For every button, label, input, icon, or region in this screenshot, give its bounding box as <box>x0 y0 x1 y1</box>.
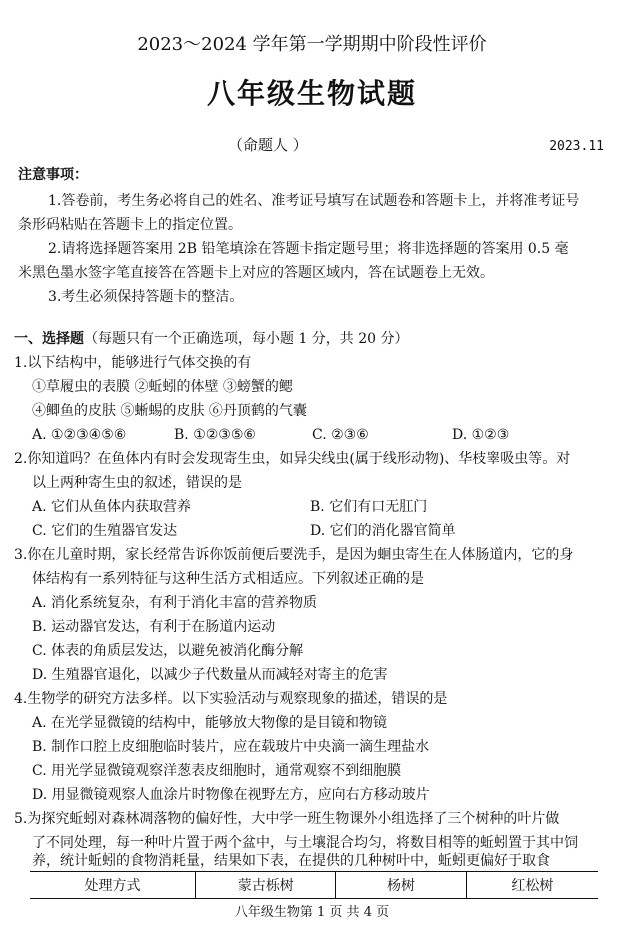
q5-table <box>30 871 598 899</box>
notice-item-1-line-2: 条形码粘贴在答题卡上的指定位置。 <box>18 217 242 233</box>
page-footer: 八年级生物第 1 页 共 4 页 <box>234 905 390 920</box>
section-heading-bold: 一、选择题 <box>14 331 84 347</box>
table-header-poplar: 杨树 <box>336 872 466 899</box>
table-header-mongolian-oak: 蒙古栎树 <box>196 872 336 899</box>
q4-option-a: A. 在光学显微镜的结构中，能够放大物像的是目镜和物镜 <box>32 715 388 731</box>
q2-option-c: C. 它们的生殖器官发达 <box>32 523 178 539</box>
notice-item-2-line-1: 2.请将选择题答案用 2B 铅笔填涂在答题卡指定题号里；将非选择题的答案用 0.5 毫 <box>48 241 569 257</box>
q1-items-line-2: ④鲫鱼的皮肤 ⑤蜥蜴的皮肤 ⑥丹顶鹤的气囊 <box>32 403 307 419</box>
section-heading-rest: （每题只有一个正确选项，每小题 1 分，共 20 分） <box>84 331 409 347</box>
q4-stem: 4.生物学的研究方法多样。以下实验活动与观察现象的描述，错误的是 <box>14 691 448 707</box>
notice-item-2-line-2: 米黑色墨水签字笔直接答在答题卡上对应的答题区域内，答在试题卷上无效。 <box>18 265 494 281</box>
q3-option-a: A. 消化系统复杂，有利于消化丰富的营养物质 <box>32 595 318 611</box>
notice-item-3: 3.考生必须保持答题卡的整洁。 <box>48 289 244 305</box>
q3-stem-line-1: 3.你在儿童时期，家长经常告诉你饭前便后要洗手，是因为蛔虫寄生在人体肠道内，它的身 <box>14 547 574 563</box>
q2-option-b: B. 它们有口无肛门 <box>310 499 428 515</box>
q5-stem-line-3: 养，统计蚯蚓的食物消耗量，结果如下表，在提供的几种树叶中，蚯蚓更偏好于取食 <box>32 853 550 869</box>
q5-stem-line-1: 5.为探究蚯蚓对森林凋落物的偏好性，大中学一班生物课外小组选择了三个树种的叶片做 <box>14 811 560 827</box>
q1-option-c: C. ②③⑥ <box>312 427 369 443</box>
q3-option-d: D. 生殖器官退化，以减少子代数量从而减轻对寄主的危害 <box>32 667 388 683</box>
q2-stem-line-2: 以上两种寄生虫的叙述，错误的是 <box>32 475 242 491</box>
section-heading <box>14 330 409 348</box>
notice-item-1-line-1: 1.答卷前，考生务必将自己的姓名、准考证号填写在试题卷和答题卡上，并将准考证号 <box>48 193 580 209</box>
exam-title: 2023～2024 学年第一学期期中阶段性评价 <box>137 34 487 55</box>
notice-heading: 注意事项： <box>18 167 88 183</box>
q3-option-b: B. 运动器官发达，有利于在肠道内运动 <box>32 619 276 635</box>
exam-date: 2023.11 <box>549 139 604 154</box>
q4-option-d: D. 用显微镜观察人血涂片时物像在视野左方，应向右方移动玻片 <box>32 787 430 803</box>
author-label: （命题人 ） <box>228 136 308 154</box>
q1-stem: 1.以下结构中，能够进行气体交换的有 <box>14 355 252 371</box>
q1-items-line-1: ①草履虫的表膜 ②蚯蚓的体壁 ③螃蟹的鳃 <box>32 379 293 395</box>
q3-stem-line-2: 体结构有一系列特征与这种生活方式相适应。下列叙述正确的是 <box>32 571 424 587</box>
q1-option-a: A. ①②③④⑤⑥ <box>32 427 127 443</box>
q1-option-b: B. ①②③⑤⑥ <box>174 427 256 443</box>
table-row <box>30 872 598 899</box>
q5-stem-line-2: 了不同处理，每一种叶片置于两个盆中，与土壤混合均匀，将数目相等的蚯蚓置于其中饲 <box>32 835 578 851</box>
q2-option-a: A. 它们从鱼体内获取营养 <box>32 499 192 515</box>
q2-option-d: D. 它们的消化器官简单 <box>310 523 456 539</box>
q4-option-b: B. 制作口腔上皮细胞临时装片，应在载玻片中央滴一滴生理盐水 <box>32 739 430 755</box>
subject-title: 八年级生物试题 <box>206 77 417 110</box>
table-header-korean-pine: 红松树 <box>466 872 598 899</box>
table-header-treatment: 处理方式 <box>30 872 196 899</box>
q4-option-c: C. 用光学显微镜观察洋葱表皮细胞时，通常观察不到细胞膜 <box>32 763 402 779</box>
q2-stem-line-1: 2.你知道吗？在鱼体内有时会发现寄生虫，如异尖线虫(属于线形动物)、华枝睾吸虫等。对 <box>14 451 571 467</box>
q1-option-d: D. ①②③ <box>452 427 510 443</box>
q3-option-c: C. 体表的角质层发达，以避免被消化酶分解 <box>32 643 304 659</box>
